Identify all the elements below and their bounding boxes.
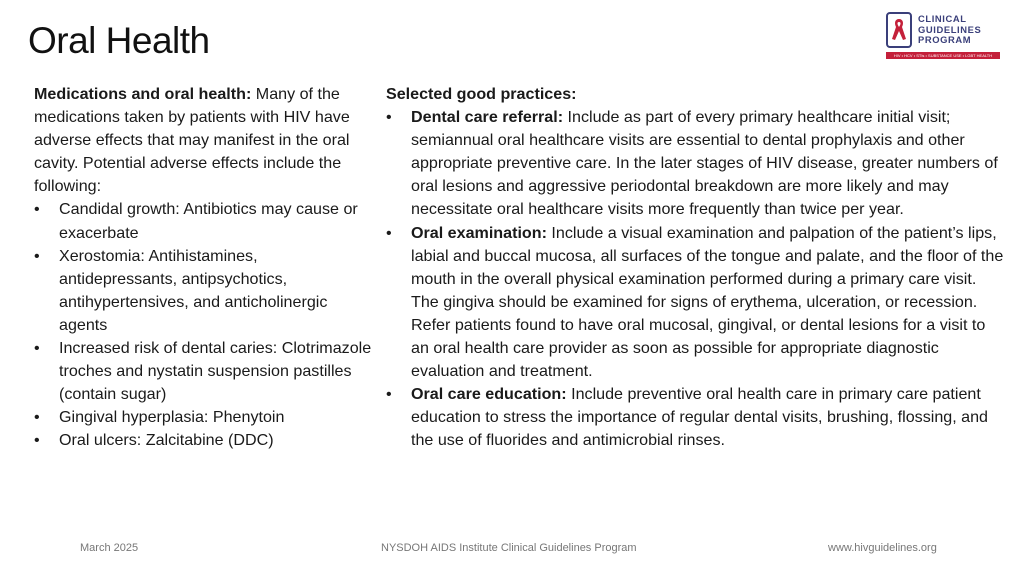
- good-practices-heading: Selected good practices:: [386, 85, 577, 103]
- list-item: [34, 337, 372, 406]
- logo-line-1: CLINICAL: [918, 13, 967, 25]
- logo-tagline-bar: HIV • HCV • STIs • SUBSTANCE USE • LGBT HEALTH: [886, 52, 1000, 59]
- list-item-text: Xerostomia: Antihistamines, antidepressants, antipsychotics, antihypertensives, and anticholinergic agents: [59, 246, 328, 334]
- practice-label: Dental care referral:: [411, 108, 564, 127]
- good-practices-list: [386, 106, 1004, 452]
- awareness-ribbon-icon: [886, 12, 912, 48]
- practice-label: Oral care education:: [411, 385, 567, 404]
- bullet-icon: •: [34, 200, 40, 219]
- footer-url: www.hivguidelines.org: [828, 542, 937, 554]
- practice-text: Include a visual examination and palpation of the patient’s lips, labial and buccal mucosa, all surfaces of the tongue and palate, and the floor of the mouth in the overall physical examination performed during a primary care visit. The gingiva should be examined for signs of erythema, ulceration, or recession. Refer patients found to have oral mucosal, gingival, or dental lesions for a visit to an oral health care provider as soon as possible for appropriate diagnostic evaluation and treatment.: [411, 223, 1004, 381]
- medications-intro: [34, 83, 372, 198]
- list-item: [34, 245, 372, 337]
- adverse-effects-list: [34, 198, 372, 452]
- list-item-text: Candidal growth: Antibiotics may cause or exacerbate: [59, 200, 358, 242]
- footer-organization: NYSDOH AIDS Institute Clinical Guidelines Program: [381, 542, 637, 554]
- list-item-text: Oral ulcers: Zalcitabine (DDC): [59, 431, 274, 450]
- list-item: [386, 222, 1004, 384]
- list-item-text: Increased risk of dental caries: Clotrimazole troches and nystatin suspension pastilles (contain sugar): [59, 339, 372, 404]
- footer-date: March 2025: [80, 542, 139, 554]
- list-item: [386, 106, 1004, 221]
- logo-wordmark: [918, 14, 981, 46]
- list-item: [34, 198, 372, 244]
- bullet-icon: •: [34, 246, 40, 265]
- list-item: [34, 429, 372, 452]
- cgp-logo: [886, 12, 1000, 64]
- good-practices-column: [386, 83, 1004, 453]
- medications-intro-text: Many of the medications taken by patients with HIV have adverse effects that may manifest in the oral cavity. Potential adverse effects include the following:: [34, 85, 350, 196]
- page-title: Oral Health: [28, 20, 210, 61]
- bullet-icon: •: [34, 339, 40, 358]
- list-item: [34, 406, 372, 429]
- logo-line-3: PROGRAM: [918, 34, 972, 46]
- practice-label: Oral examination:: [411, 223, 547, 242]
- bullet-icon: •: [386, 108, 392, 127]
- list-item: [386, 383, 1004, 452]
- bullet-icon: •: [34, 408, 40, 427]
- practice-text: Include preventive oral health care in primary care patient education to stress the importance of regular dental visits, brushing, flossing, and the use of fluorides and antimicrobial rinses.: [411, 385, 989, 450]
- medications-heading: Medications and oral health:: [34, 85, 252, 103]
- medications-column: [34, 83, 372, 453]
- practice-text: Include as part of every primary healthcare initial visit; semiannual oral healthcare visits are essential to dental prophylaxis and other appropriate preventive care. In the later stages of HIV disease, greater numbers of oral lesions and aggressive periodontal breakdown are more likely and may necessitate oral healthcare visits more frequently than twice per year.: [411, 108, 998, 219]
- bullet-icon: •: [386, 223, 392, 242]
- logo-line-2: GUIDELINES: [918, 23, 982, 35]
- bullet-icon: •: [386, 385, 392, 404]
- list-item-text: Gingival hyperplasia: Phenytoin: [59, 408, 285, 427]
- bullet-icon: •: [34, 431, 40, 450]
